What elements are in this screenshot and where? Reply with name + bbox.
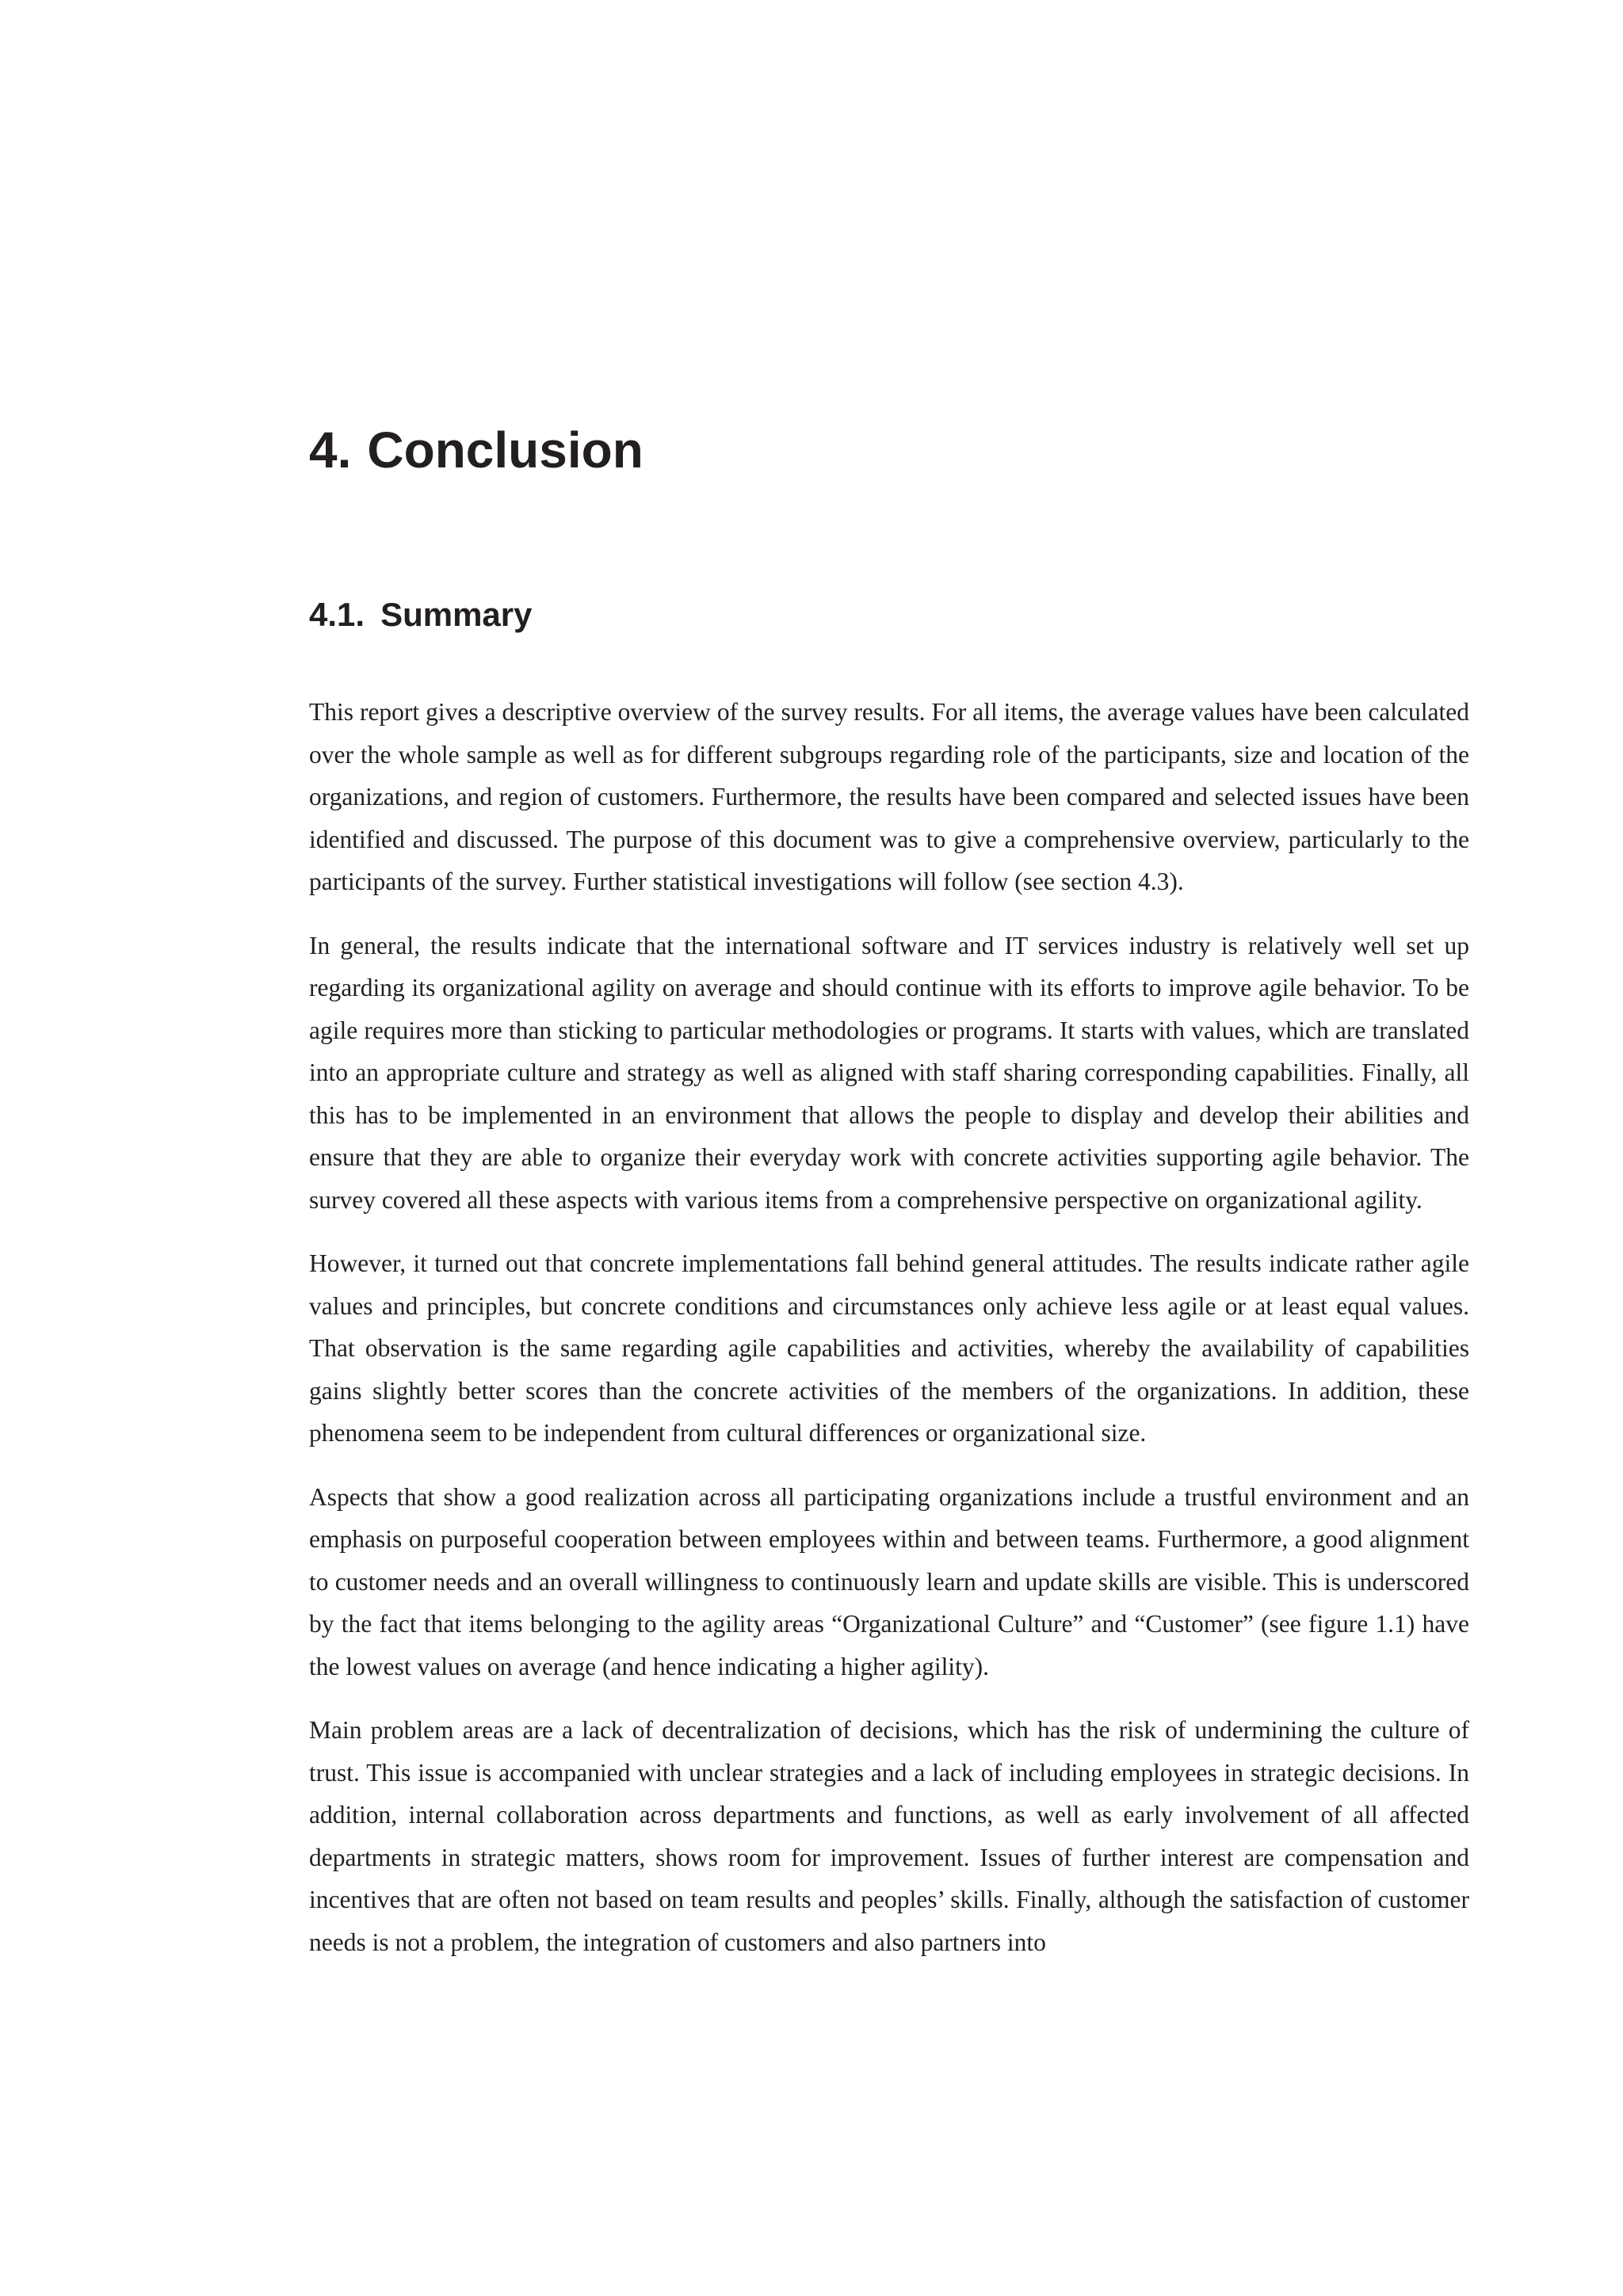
- paragraph-5: Main problem areas are a lack of decentralization of decisions, which has the risk of undermining the culture of trust. This issue is accompanied with unclear strategies and a lack of including employees in strategic decisions. In addition, internal collaboration across departments and functions, as well as early involvement of all affected departments in strategic matters, shows room for improvement. Issues of further interest are compensation and incentives that are often not based on team results and peoples’ skills. Finally, although the satisfaction of customer needs is not a problem, the integration of customers and also partners into: [309, 1716, 1469, 1956]
- summary-body: [309, 691, 1469, 1985]
- paragraph-3: However, it turned out that concrete implementations fall behind general attitudes. The results indicate rather agile values and principles, but concrete conditions and circumstances only achieve less agile or at least equal values. That observation is the same regarding agile capabilities and activities, whereby the availability of capabilities gains slightly better scores than the concrete activities of the members of the organizations. In addition, these phenomena seem to be independent from cultural differences or organizational size.: [309, 1249, 1469, 1447]
- section-heading: [309, 593, 532, 637]
- paragraph-2: In general, the results indicate that the international software and IT services industry is relatively well set up regarding its organizational agility on average and should continue with its efforts to improve agile behavior. To be agile requires more than sticking to particular methodologies or programs. It starts with values, which are translated into an appropriate culture and strategy as well as aligned with staff sharing corresponding capabilities. Finally, all this has to be implemented in an environment that allows the people to display and develop their abilities and ensure that they are able to organize their everyday work with concrete activities supporting agile behavior. The survey covered all these aspects with various items from a comprehensive perspective on organizational agility.: [309, 931, 1469, 1214]
- chapter-heading: [309, 418, 643, 482]
- paragraph-4: Aspects that show a good realization across all participating organizations include a trustful environment and an emphasis on purposeful cooperation between employees within and between teams. Furthermore, a good alignment to customer needs and an overall willingness to continuously learn and update skills are visible. This is underscored by the fact that items belonging to the agility areas “Organizational Culture” and “Customer” (see figure 1.1) have the lowest values on average (and hence indicating a higher agility).: [309, 1482, 1469, 1680]
- section-number: 4.1.: [309, 596, 365, 633]
- paragraph-1: This report gives a descriptive overview of the survey results. For all items, the average values have been calculated over the whole sample as well as for different subgroups regarding role of the participants, size and location of the organizations, and region of customers. Furthermore, the results have been compared and selected issues have been identified and discussed. The purpose of this document was to give a comprehensive overview, particularly to the participants of the survey. Further statistical investigations will follow (see section 4.3).: [309, 698, 1469, 895]
- section-title: Summary: [380, 596, 533, 633]
- chapter-number: 4.: [309, 421, 352, 479]
- chapter-title: Conclusion: [367, 421, 643, 479]
